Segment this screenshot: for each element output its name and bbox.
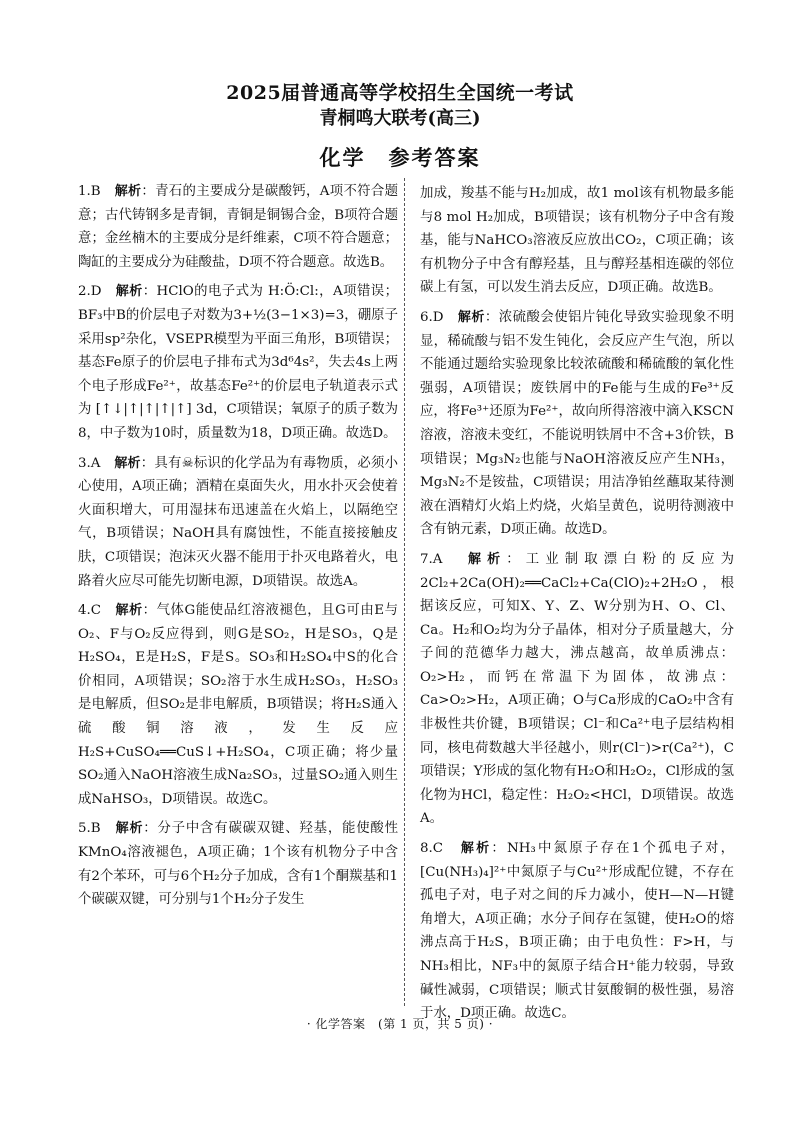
exam-title: 2025届普通高等学校招生全国统一考试: [226, 82, 574, 104]
answer-item: 6.D 解析：浓硫酸会使铝片钝化导致实验现象不明显，稀硫酸与铝不发生钝化，会反应产生气泡，所以不能通过题给实验现象比较浓硫酸和稀硫酸的氧化性强弱，A项错误；废铁屑中的Fe能与生成的Fe³⁺反应，将Fe³⁺还原为Fe²⁺，故向所得溶液中滴入KSCN溶液，溶液未变红，不能说明铁屑中不含+3价铁，B项错误；Mg₃N₂也能与NaOH溶液反应产生NH₃，Mg₃N₂不是铵盐，C项错误；用洁净铂丝蘸取某待测液在酒精灯火焰上灼烧，火焰呈黄色，说明待测液中含有钠元素，D项正确。故选D。: [420, 309, 735, 538]
answer-item: 7.A 解析：工业制取漂白粉的反应为2Cl₂+2Ca(OH)₂══CaCl₂+Ca(ClO)₂+2H₂O，根据该反应，可知X、Y、Z、W分别为H、O、Cl、Ca。H₂和O₂均为分子晶体，相对分子质量越大，分子间的范德华力越大，沸点越高，故单质沸点：O₂>H₂，而钙在常温下为固体，故沸点：Ca>O₂>H₂，A项正确；O与Ca形成的CaO₂中含有非极性共价键，B项错误；Cl⁻和Ca²⁺电子层结构相同，核电荷数越大半径越小，则r(Cl⁻)>r(Ca²⁺)，C项错误；Y形成的氢化物有H₂O和H₂O₂，Cl形成的氢化物为HCl，稳定性：H₂O₂<HCl，D项错误。故选A。: [420, 551, 735, 827]
answer-item: 4.C 解析：气体G能使品红溶液褪色，且G可由E与O₂、F与O₂反应得到，则G是SO₂，H是SO₃，Q是H₂SO₄，E是H₂S，F是S。SO₃和H₂SO₄中S的化合价相同，A项错误；SO₂溶于水生成H₂SO₃，H₂SO₃是电解质，但SO₂是非电解质，B项错误；将H₂S通入硫酸铜溶液，发生反应H₂S+CuSO₄══CuS↓+H₂SO₄，C项正确；将少量SO₂通入NaOH溶液生成Na₂SO₃，过量SO₂通入则生成NaHSO₃，D项错误。故选C。: [78, 603, 398, 807]
document-title: 化学 参考答案: [319, 145, 481, 170]
answer-item: 3.A 解析：具有☠标识的化学品为有毒物质，必须小心使用，A项正确；酒精在桌面失火，用水扑灭会使着火面积增大，可用湿抹布迅速盖在火焰上，以隔绝空气，B项错误；NaOH具有腐蚀性，不能直接接触皮肤，C项错误；泡沫灭火器不能用于扑灭电路着火，电路着火应尽可能先切断电源，D项错误。故选A。: [78, 455, 398, 589]
answer-item: 1.B 解析：青石的主要成分是碳酸钙，A项不符合题意；古代铸钢多是青铜，青铜是铜锡合金，B项符合题意；金丝楠木的主要成分是纤维素，C项不符合题意；陶缸的主要成分为硅酸盐，D项不符合题意。故选B。: [78, 184, 399, 270]
answer-item: 2.D 解析：HClO的电子式为 H:Ö:Cl:，A项错误；BF₃中B的价层电子对数为3+½(3−1×3)=3，硼原子采用sp²杂化，VSEPR模型为平面三角形，B项错误；基态Fe原子的价层电子排布式为3d⁶4s²，失去4s上两个电子形成Fe²⁺，故基态Fe²⁺的价层电子轨道表示式为 [↑↓|↑|↑|↑|↑] 3d，C项错误；氧原子的质子数为8，中子数为10时，质量数为18，D项正确。故选D。: [78, 284, 398, 441]
right-column: [420, 182, 734, 1032]
page-header: [0, 80, 800, 174]
column-divider: [404, 178, 405, 1006]
answer-item: 5.B 解析：分子中含有碳碳双键、羟基，能使酸性KMnO₄溶液褪色，A项正确；1个该有机物分子中含有2个苯环，可与6个H₂分子加成，含有1个酮羰基和1个碳碳双键，可分别与1个H₂分子发生: [78, 821, 399, 908]
page-footer: · 化学答案 (第 1 页，共 5 页) ·: [306, 1017, 494, 1031]
answer-item: 8.C 解析：NH₃中氮原子存在1个孤电子对，[Cu(NH₃)₄]²⁺中氮原子与Cu²⁺形成配位键，不存在孤电子对，电子对之间的斥力减小，使H—N—H键角增大，A项正确；水分子间存在氢键，使H₂O的熔沸点高于H₂S，B项正确；由于电负性：F>H，与NH₃相比，NF₃中的氮原子结合H⁺能力较弱，导致碱性减弱，C项错误；顺式甘氨酸铜的极性强，易溶于水，D项正确。故选C。: [420, 841, 734, 1022]
exam-subtitle: 青桐鸣大联考(高三): [319, 108, 481, 129]
answer-item-continued: 加成，羧基不能与H₂加成，故1 mol该有机物最多能与8 mol H₂加成，B项错误；该有机物分子中含有羧基，能与NaHCO₃溶液反应放出CO₂，C项正确；该有机物分子中含有醇羟基，且与醇羟基相连碳的邻位碳上有氢，可以发生消去反应，D项正确。故选B。: [420, 186, 734, 296]
left-column: [78, 180, 398, 918]
